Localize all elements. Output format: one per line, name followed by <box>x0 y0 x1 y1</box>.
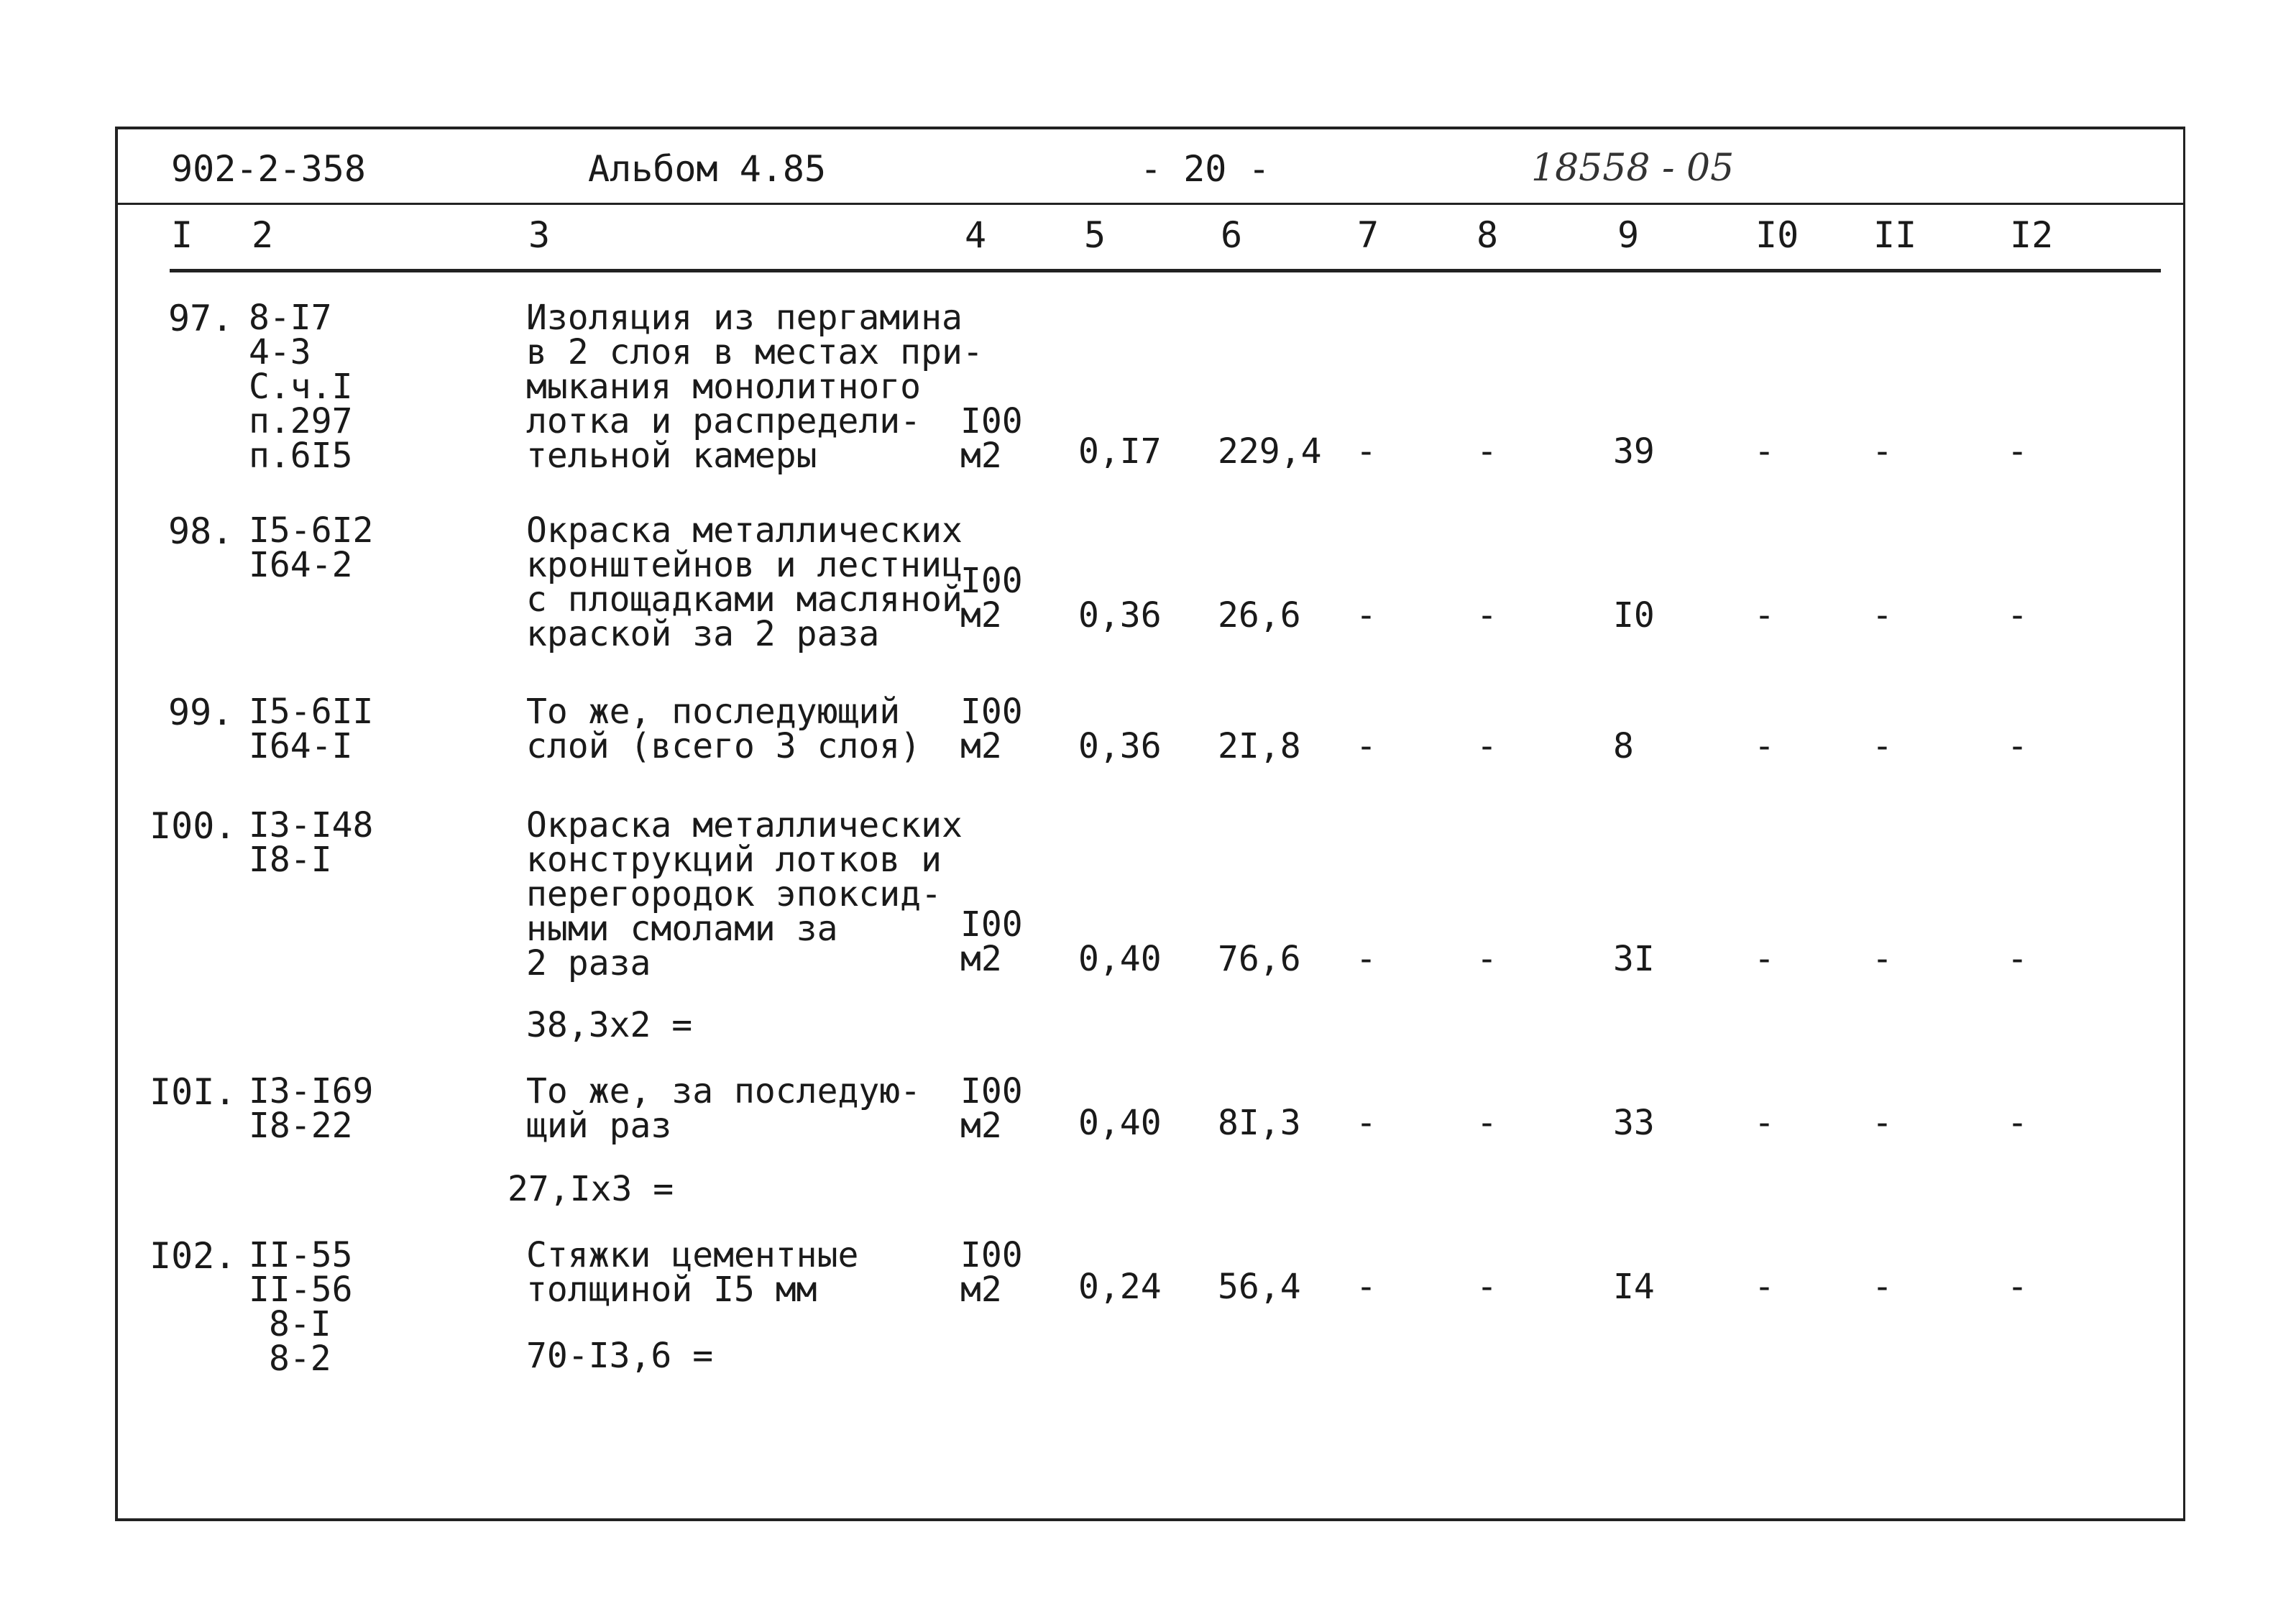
page-number: - 20 - <box>1140 148 1270 190</box>
col9-value: I4 <box>1613 1267 1655 1307</box>
work-description: То же, за последую- <box>526 1071 922 1111</box>
col8-value: - <box>1477 1103 1497 1143</box>
col-header-5: 5 <box>1084 214 1106 256</box>
col11-value: - <box>1872 431 1893 472</box>
work-description: Окраска металлических <box>526 805 963 845</box>
unit: м2 <box>960 595 1002 636</box>
norm-code: I64-I <box>249 726 353 766</box>
norm-code: I8-22 <box>249 1106 353 1146</box>
row-number: I02. <box>150 1235 237 1277</box>
work-description: Стяжки цементные <box>526 1235 859 1275</box>
col11-value: - <box>1872 726 1893 766</box>
work-description: То же, последующий <box>526 692 901 732</box>
col-header-7: 7 <box>1357 214 1379 256</box>
work-description: ными смолами за <box>526 909 838 949</box>
col11-value: - <box>1872 1267 1893 1307</box>
work-description: краской за 2 раза <box>526 614 880 654</box>
unit-price: 56,4 <box>1218 1267 1301 1307</box>
col8-value: - <box>1477 939 1497 979</box>
col7-value: - <box>1356 939 1377 979</box>
work-description: щий раз <box>526 1106 672 1146</box>
col9-value: 8 <box>1613 726 1634 766</box>
norm-code: I5-6I2 <box>249 510 374 551</box>
col-header-8: 8 <box>1477 214 1499 256</box>
col10-value: - <box>1754 595 1775 636</box>
col11-value: - <box>1872 595 1893 636</box>
quantity: 0,40 <box>1078 1103 1162 1143</box>
col10-value: - <box>1754 431 1775 472</box>
col12-value: - <box>2007 595 2028 636</box>
col-header-10: I0 <box>1755 214 1799 256</box>
work-description: слой (всего 3 слоя) <box>526 726 922 766</box>
quantity-calculation: 38,3x2 = <box>526 1005 693 1045</box>
quantity: 0,40 <box>1078 939 1162 979</box>
work-description: в 2 слоя в местах при- <box>526 332 983 372</box>
col12-value: - <box>2007 726 2028 766</box>
unit: м2 <box>960 1270 1002 1310</box>
unit: I00 <box>960 1235 1023 1275</box>
norm-code: 8-I7 <box>249 298 332 338</box>
col-header-11: II <box>1873 214 1917 256</box>
norm-code: I8-I <box>249 840 332 880</box>
col11-value: - <box>1872 1103 1893 1143</box>
doc-code: 902-2-358 <box>171 148 366 190</box>
unit: I00 <box>960 401 1023 441</box>
col-header-9: 9 <box>1617 214 1640 256</box>
col8-value: - <box>1477 595 1497 636</box>
quantity-calculation: 70-I3,6 = <box>526 1336 714 1376</box>
unit-price: 76,6 <box>1218 939 1301 979</box>
unit: I00 <box>960 692 1023 732</box>
unit: I00 <box>960 561 1023 601</box>
col7-value: - <box>1356 1267 1377 1307</box>
quantity: 0,36 <box>1078 726 1162 766</box>
work-description: Изоляция из пергамина <box>526 298 963 338</box>
norm-code: I3-I48 <box>249 805 374 845</box>
col8-value: - <box>1477 726 1497 766</box>
work-description: тельной камеры <box>526 436 817 476</box>
col9-value: 3I <box>1613 939 1655 979</box>
norm-code: I3-I69 <box>249 1071 374 1111</box>
unit-price: 229,4 <box>1218 431 1322 472</box>
unit-price: 2I,8 <box>1218 726 1301 766</box>
col12-value: - <box>2007 431 2028 472</box>
row-number: 99. <box>168 692 234 733</box>
norm-code: II-55 <box>249 1235 353 1275</box>
col12-value: - <box>2007 939 2028 979</box>
norm-code: 8-I <box>269 1304 331 1344</box>
norm-code: п.297 <box>249 401 353 441</box>
col-header-3: 3 <box>528 214 551 256</box>
header-divider <box>115 203 2185 205</box>
work-description: лотка и распредели- <box>526 401 922 441</box>
work-description: кронштейнов и лестниц <box>526 545 963 585</box>
unit-price: 8I,3 <box>1218 1103 1301 1143</box>
norm-code: II-56 <box>249 1270 353 1310</box>
unit: м2 <box>960 939 1002 979</box>
unit: I00 <box>960 904 1023 945</box>
row-number: 98. <box>168 510 234 552</box>
unit-price: 26,6 <box>1218 595 1301 636</box>
col-header-12: I2 <box>2010 214 2054 256</box>
unit: I00 <box>960 1071 1023 1111</box>
album-label: Альбом 4.85 <box>588 148 827 190</box>
col7-value: - <box>1356 1103 1377 1143</box>
col10-value: - <box>1754 939 1775 979</box>
col10-value: - <box>1754 1267 1775 1307</box>
col12-value: - <box>2007 1103 2028 1143</box>
unit: м2 <box>960 726 1002 766</box>
col9-value: 39 <box>1613 431 1655 472</box>
norm-code: I64-2 <box>249 545 353 585</box>
col7-value: - <box>1356 595 1377 636</box>
work-description: с площадками масляной <box>526 579 963 620</box>
page-frame <box>115 127 2185 1521</box>
handwritten-stamp: 18558 - 05 <box>1531 147 1735 190</box>
work-description: толщиной I5 мм <box>526 1270 817 1310</box>
row-number: 97. <box>168 298 234 339</box>
quantity: 0,I7 <box>1078 431 1162 472</box>
col9-value: 33 <box>1613 1103 1655 1143</box>
work-description: Окраска металлических <box>526 510 963 551</box>
norm-code: 8-2 <box>269 1339 331 1379</box>
quantity: 0,36 <box>1078 595 1162 636</box>
col-header-1: I <box>171 214 193 256</box>
col8-value: - <box>1477 1267 1497 1307</box>
row-number: I0I. <box>150 1071 237 1113</box>
norm-code: С.ч.I <box>249 367 353 407</box>
quantity-calculation: 27,Ix3 = <box>508 1169 674 1209</box>
col10-value: - <box>1754 726 1775 766</box>
norm-code: 4-3 <box>249 332 311 372</box>
column-header-rule <box>170 269 2161 272</box>
col8-value: - <box>1477 431 1497 472</box>
row-number: I00. <box>150 805 237 847</box>
col12-value: - <box>2007 1267 2028 1307</box>
col7-value: - <box>1356 726 1377 766</box>
col7-value: - <box>1356 431 1377 472</box>
col11-value: - <box>1872 939 1893 979</box>
work-description: конструкций лотков и <box>526 840 942 880</box>
col-header-2: 2 <box>252 214 274 256</box>
unit: м2 <box>960 1106 1002 1146</box>
quantity: 0,24 <box>1078 1267 1162 1307</box>
work-description: перегородок эпоксид- <box>526 874 942 914</box>
col-header-4: 4 <box>965 214 987 256</box>
norm-code: I5-6II <box>249 692 374 732</box>
unit: м2 <box>960 436 1002 476</box>
norm-code: п.6I5 <box>249 436 353 476</box>
col-header-6: 6 <box>1221 214 1243 256</box>
work-description: 2 раза <box>526 943 651 983</box>
work-description: мыкания монолитного <box>526 367 922 407</box>
col9-value: I0 <box>1613 595 1655 636</box>
col10-value: - <box>1754 1103 1775 1143</box>
